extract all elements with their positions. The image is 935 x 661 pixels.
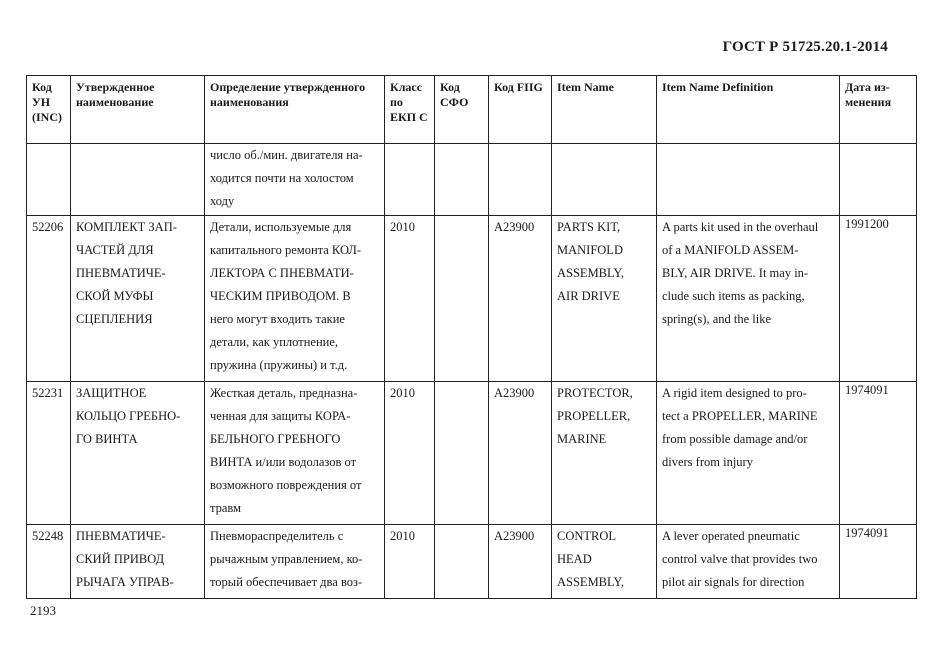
- cell-name: [71, 144, 205, 216]
- header-row: [27, 76, 917, 144]
- cell-item-definition: A lever operated pneumatic control valve that provides two pilot air signals for direction: [657, 525, 840, 599]
- cell-definition: Пневмораспределитель с рычажным управлением, ко- торый обеспечивает два воз-: [205, 525, 385, 599]
- cell-name: ПНЕВМАТИЧЕ- СКИЙ ПРИВОД РЫЧАГА УПРАВ-: [71, 525, 205, 599]
- cell-class: 2010: [385, 525, 435, 599]
- cell-name: КОМПЛЕКТ ЗАП- ЧАСТЕЙ ДЛЯ ПНЕВМАТИЧЕ- СКОЙ МУФЫ СЦЕПЛЕНИЯ: [71, 216, 205, 382]
- col-header-class: Класс по ЕКП С: [385, 76, 435, 144]
- col-header-sfo: Код СФО: [435, 76, 489, 144]
- document-standard-number: ГОСТ Р 51725.20.1-2014: [722, 39, 888, 55]
- cell-date: 1974091: [840, 525, 917, 599]
- col-header-item-name-definition: Item Name Definition: [657, 76, 840, 144]
- cell-item-name: CONTROL HEAD ASSEMBLY,: [552, 525, 657, 599]
- table-body: [27, 144, 917, 599]
- col-header-definition: Определение утвержденного наименования: [205, 76, 385, 144]
- cell-sfo: [435, 525, 489, 599]
- cell-date: 1974091: [840, 382, 917, 525]
- cell-sfo: [435, 144, 489, 216]
- table-row: [27, 216, 917, 382]
- table-header: [27, 76, 917, 144]
- cell-fiig: A23900: [489, 525, 552, 599]
- col-header-change-date: Дата из- менения: [840, 76, 917, 144]
- page-number: 2193: [30, 603, 56, 618]
- cell-sfo: [435, 216, 489, 382]
- cell-fiig: A23900: [489, 216, 552, 382]
- cell-item-name: PARTS KIT, MANIFOLD ASSEMBLY, AIR DRIVE: [552, 216, 657, 382]
- cell-class: 2010: [385, 382, 435, 525]
- cell-code: 52248: [27, 525, 71, 599]
- cell-fiig: [489, 144, 552, 216]
- cell-sfo: [435, 382, 489, 525]
- cell-definition: число об./мин. двигателя на- ходится почти на холостом ходу: [205, 144, 385, 216]
- cell-date: 1991200: [840, 216, 917, 382]
- cell-item-name: [552, 144, 657, 216]
- cell-item-definition: A rigid item designed to pro- tect a PROPELLER, MARINE from possible damage and/or divers from injury: [657, 382, 840, 525]
- cell-item-definition: [657, 144, 840, 216]
- cell-name: ЗАЩИТНОЕ КОЛЬЦО ГРЕБНО- ГО ВИНТА: [71, 382, 205, 525]
- catalog-table: [26, 75, 917, 599]
- cell-code: 52231: [27, 382, 71, 525]
- table-row: [27, 525, 917, 599]
- cell-definition: Детали, используемые для капитального ремонта КОЛ- ЛЕКТОРА С ПНЕВМАТИ- ЧЕСКИМ ПРИВОДОМ. В него могут входить такие детали, как уплотнение, пружина (пружины) и т.д.: [205, 216, 385, 382]
- cell-class: [385, 144, 435, 216]
- cell-code: [27, 144, 71, 216]
- col-header-item-name: Item Name: [552, 76, 657, 144]
- cell-code: 52206: [27, 216, 71, 382]
- cell-item-definition: A parts kit used in the overhaul of a MANIFOLD ASSEM- BLY, AIR DRIVE. It may in- clude such items as packing, spring(s), and the like: [657, 216, 840, 382]
- cell-date: [840, 144, 917, 216]
- cell-definition: Жесткая деталь, предназна- ченная для защиты КОРА- БЕЛЬНОГО ГРЕБНОГО ВИНТА и/или водолазов от возможного повреждения от травм: [205, 382, 385, 525]
- col-header-fiig: Код FIIG: [489, 76, 552, 144]
- table-row: [27, 144, 917, 216]
- col-header-code: Код УН (INC): [27, 76, 71, 144]
- cell-fiig: A23900: [489, 382, 552, 525]
- table-row: [27, 382, 917, 525]
- col-header-approved-name: Утвержденное наименование: [71, 76, 205, 144]
- cell-item-name: PROTECTOR, PROPELLER, MARINE: [552, 382, 657, 525]
- cell-class: 2010: [385, 216, 435, 382]
